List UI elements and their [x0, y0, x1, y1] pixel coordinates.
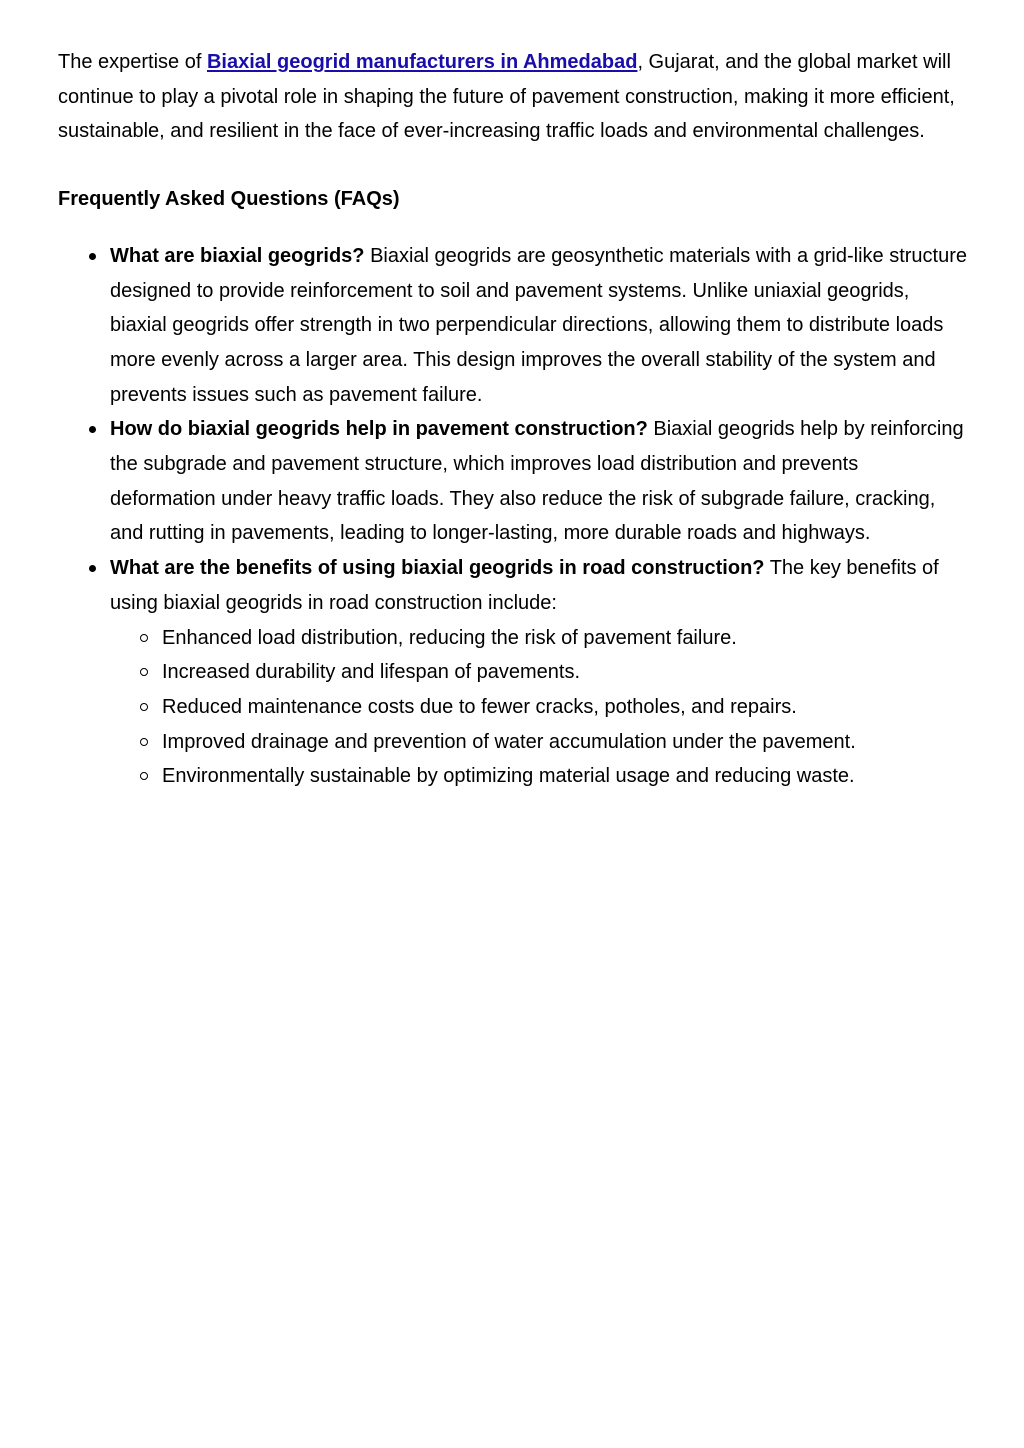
intro-paragraph — [58, 45, 968, 149]
benefit-text: Environmentally sustainable by optimizing material usage and reducing waste. — [162, 765, 855, 788]
faq-question: What are the benefits of using biaxial geogrids in road construction? — [110, 557, 765, 580]
benefit-item — [162, 621, 968, 656]
intro-text-after-link: , Gujarat, and the global market will continue to play a pivotal role in shaping the future of pavement construction, making it more efficient, sustainable, and resilient in the face of ever-increasing traffic loads and environmental challenges. — [58, 51, 955, 143]
bullet-disc-icon — [89, 426, 96, 433]
faq-answer: The key benefits of using biaxial geogrids in road construction include: — [110, 557, 939, 614]
faq-question: What are biaxial geogrids? — [110, 244, 365, 267]
faq-item — [110, 239, 968, 413]
benefit-item — [162, 725, 968, 760]
bullet-circle-icon — [140, 703, 148, 711]
bullet-circle-icon — [140, 668, 148, 676]
bullet-disc-icon — [89, 253, 96, 260]
benefit-item — [162, 655, 968, 690]
faq-answer: Biaxial geogrids are geosynthetic materials with a grid-like structure designed to provide reinforcement to soil and pavement systems. Unlike uniaxial geogrids, biaxial geogrids offer strength in two perpendicular directions, allowing them to distribute loads more evenly across a larger area. This design improves the overall stability of the system and prevents issues such as pavement failure. — [110, 244, 968, 406]
benefit-item — [162, 690, 968, 725]
faq-list — [58, 239, 968, 794]
intro-text-before-link: The expertise of — [58, 51, 207, 73]
benefit-item — [162, 759, 968, 794]
bullet-circle-icon — [140, 772, 148, 780]
faq-question: How do biaxial geogrids help in pavement construction? — [110, 418, 648, 441]
faq-item — [110, 412, 968, 551]
benefit-text: Enhanced load distribution, reducing the risk of pavement failure. — [162, 626, 737, 649]
faq-item — [110, 551, 968, 794]
faq-answer: Biaxial geogrids help by reinforcing the subgrade and pavement structure, which improves load distribution and prevents deformation under heavy traffic loads. They also reduce the risk of subgrade failure, cracking, and rutting in pavements, leading to longer-lasting, more durable roads and highways. — [110, 418, 964, 545]
benefit-text: Reduced maintenance costs due to fewer cracks, potholes, and repairs. — [162, 695, 797, 718]
bullet-disc-icon — [89, 565, 96, 572]
bullet-circle-icon — [140, 738, 148, 746]
biaxial-geogrid-manufacturers-link[interactable]: Biaxial geogrid manufacturers in Ahmedabad — [206, 51, 638, 73]
benefit-text: Increased durability and lifespan of pavements. — [162, 661, 581, 684]
faq-heading: Frequently Asked Questions (FAQs) — [58, 188, 400, 211]
document-page — [58, 45, 968, 794]
bullet-circle-icon — [140, 634, 148, 642]
benefits-list — [110, 621, 968, 795]
benefit-text: Improved drainage and prevention of water accumulation under the pavement. — [162, 730, 856, 753]
